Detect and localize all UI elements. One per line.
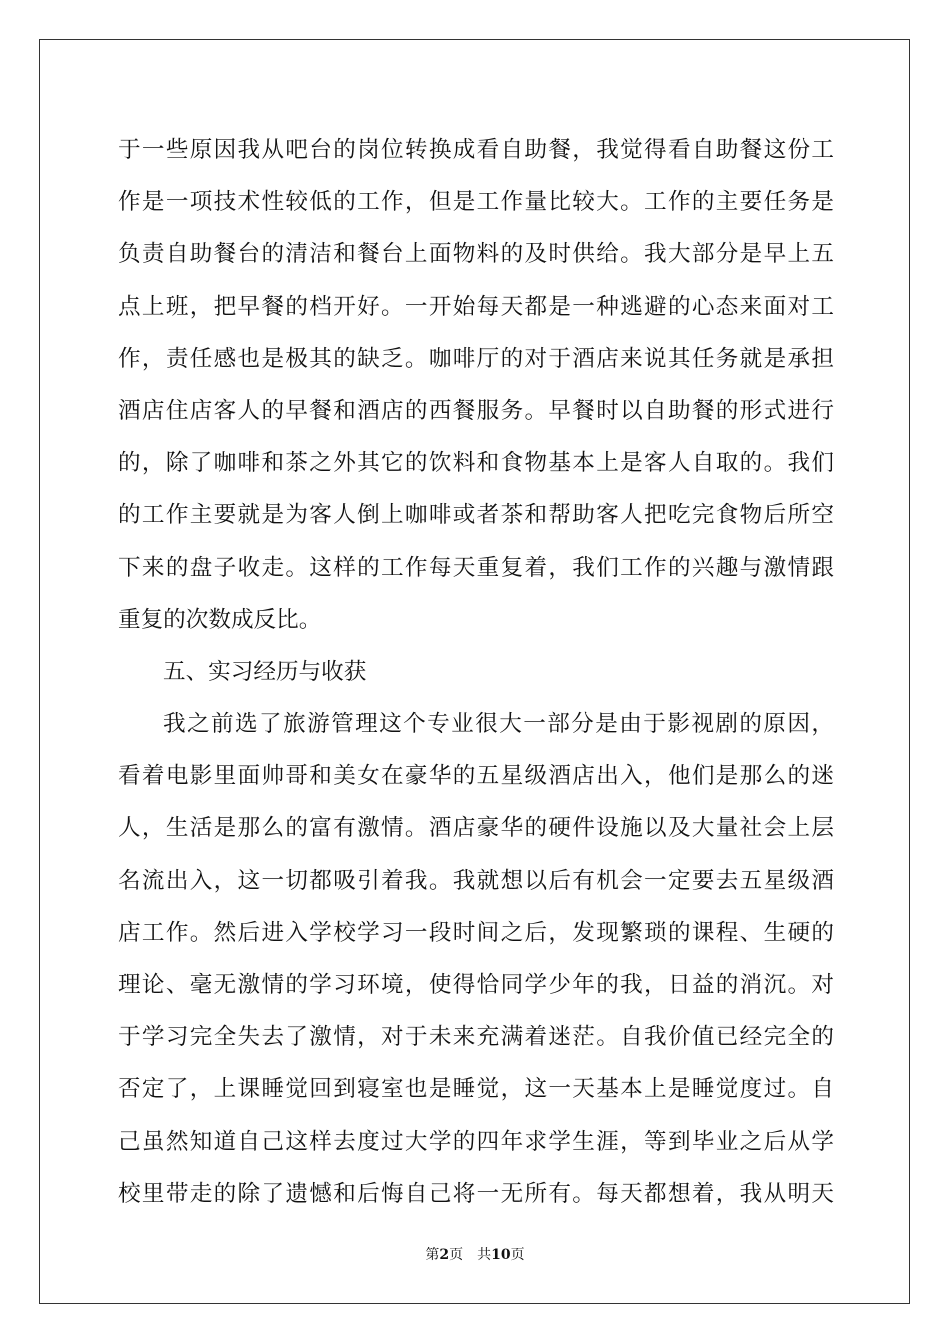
footer-page-total: 10 — [491, 1247, 511, 1263]
text-line: 我之前选了旅游管理这个专业很大一部分是由于影视剧的原因， — [163, 711, 834, 738]
footer-suffix: 页 — [510, 1247, 525, 1263]
text-line: 人，生活是那么的富有激情。酒店豪华的硬件设施以及大量社会上层 — [118, 815, 834, 842]
footer-mid: 页 共 — [449, 1247, 492, 1263]
text-line: 负责自助餐台的清洁和餐台上面物料的及时供给。我大部分是早上五 — [118, 241, 834, 268]
text-line: 的工作主要就是为客人倒上咖啡或者茶和帮助客人把吃完食物后所空 — [118, 502, 834, 529]
text-line: 于学习完全失去了激情，对于未来充满着迷茫。自我价值已经完全的 — [118, 1024, 834, 1051]
text-line: 重复的次数成反比。 — [118, 606, 322, 633]
text-line: 看着电影里面帅哥和美女在豪华的五星级酒店出入，他们是那么的迷 — [118, 763, 834, 790]
text-line: 否定了，上课睡觉回到寝室也是睡觉，这一天基本上是睡觉度过。自 — [118, 1076, 834, 1103]
text-line: 作是一项技术性较低的工作，但是工作量比较大。工作的主要任务是 — [118, 189, 834, 216]
text-line: 点上班，把早餐的档开好。一开始每天都是一种逃避的心态来面对工 — [118, 293, 834, 320]
footer-page-current: 2 — [439, 1247, 450, 1263]
body-text — [118, 124, 834, 1220]
text-line: 酒店住店客人的早餐和酒店的西餐服务。早餐时以自助餐的形式进行 — [118, 397, 834, 424]
section-heading: 五、实习经历与收获 — [163, 658, 367, 685]
text-line: 店工作。然后进入学校学习一段时间之后，发现繁琐的课程、生硬的 — [118, 919, 834, 946]
text-line: 于一些原因我从吧台的岗位转换成看自助餐，我觉得看自助餐这份工 — [118, 137, 834, 163]
text-line: 己虽然知道自己这样去度过大学的四年求学生涯，等到毕业之后从学 — [118, 1128, 834, 1155]
page-footer — [0, 1246, 950, 1264]
text-line: 下来的盘子收走。这样的工作每天重复着，我们工作的兴趣与激情跟 — [118, 554, 834, 581]
text-line: 的，除了咖啡和茶之外其它的饮料和食物基本上是客人自取的。我们 — [118, 450, 834, 477]
text-line: 校里带走的除了遗憾和后悔自己将一无所有。每天都想着，我从明天 — [118, 1180, 834, 1207]
text-line: 理论、毫无激情的学习环境，使得恰同学少年的我，日益的消沉。对 — [118, 972, 834, 998]
text-line: 作，责任感也是极其的缺乏。咖啡厅的对于酒店来说其任务就是承担 — [118, 345, 834, 372]
footer-prefix: 第 — [425, 1247, 440, 1263]
text-line: 名流出入，这一切都吸引着我。我就想以后有机会一定要去五星级酒 — [118, 867, 834, 894]
